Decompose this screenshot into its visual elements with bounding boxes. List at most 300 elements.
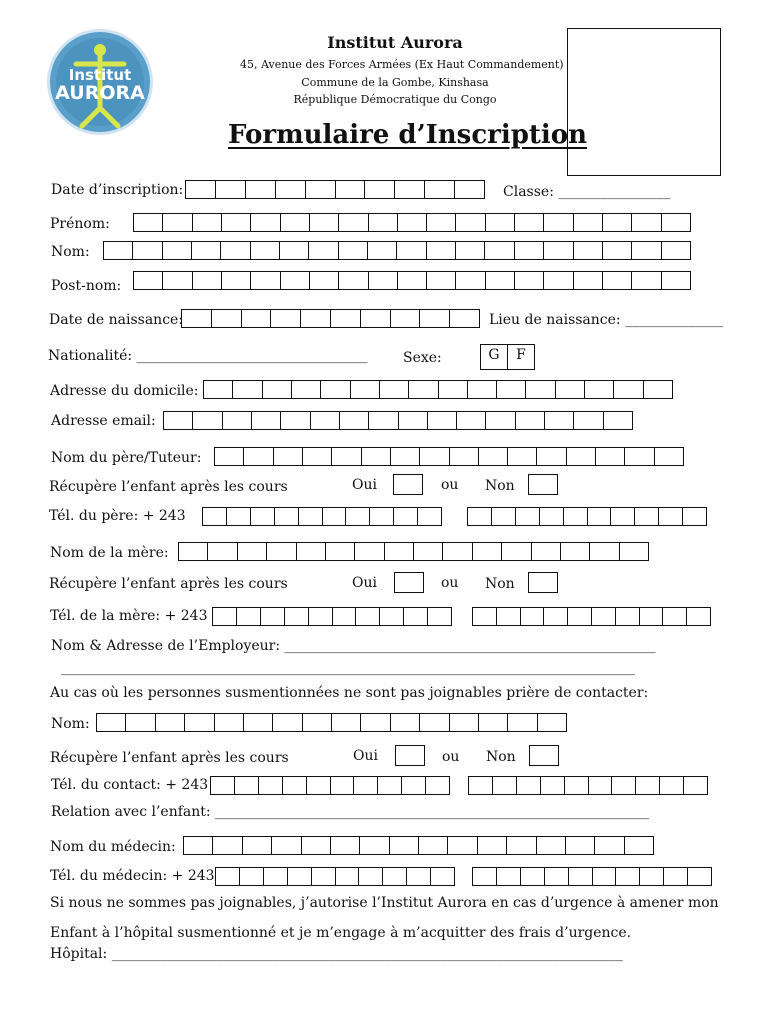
char-box[interactable] [603, 214, 632, 231]
char-box[interactable] [333, 608, 357, 625]
char-box[interactable] [323, 508, 347, 525]
char-box[interactable] [398, 272, 427, 289]
char-box[interactable] [620, 543, 648, 560]
char-box[interactable] [564, 508, 588, 525]
char-box[interactable] [544, 214, 573, 231]
char-box[interactable] [399, 412, 428, 429]
char-box[interactable] [616, 608, 640, 625]
char-box[interactable] [156, 714, 185, 731]
char-box[interactable] [574, 242, 603, 259]
nom-medecin-field[interactable] [183, 836, 654, 855]
char-box[interactable] [427, 214, 456, 231]
char-box[interactable] [391, 310, 421, 327]
char-box[interactable] [378, 777, 402, 794]
char-box[interactable] [545, 412, 574, 429]
sexe-option-f[interactable]: F [516, 347, 526, 363]
recupere-pere-non-checkbox[interactable] [528, 474, 558, 495]
nom-contact-field[interactable] [96, 713, 567, 732]
char-box[interactable] [297, 543, 326, 560]
char-box[interactable] [565, 777, 589, 794]
char-box[interactable] [479, 448, 508, 465]
char-box[interactable] [603, 272, 632, 289]
char-box[interactable] [418, 508, 441, 525]
char-box[interactable] [339, 242, 368, 259]
char-box[interactable] [310, 214, 339, 231]
char-box[interactable] [589, 777, 613, 794]
char-box[interactable] [616, 868, 640, 885]
char-box[interactable] [104, 242, 133, 259]
char-box[interactable] [299, 508, 323, 525]
char-box[interactable] [251, 242, 280, 259]
char-box[interactable] [380, 381, 409, 398]
char-box[interactable] [281, 412, 310, 429]
char-box[interactable] [360, 837, 389, 854]
char-box[interactable] [251, 214, 280, 231]
char-box[interactable] [292, 381, 321, 398]
char-box[interactable] [310, 272, 339, 289]
char-box[interactable] [561, 543, 590, 560]
char-box[interactable] [614, 381, 643, 398]
char-box[interactable] [439, 381, 468, 398]
char-box[interactable] [544, 242, 573, 259]
char-box[interactable] [515, 214, 544, 231]
char-box[interactable] [588, 508, 612, 525]
char-box[interactable] [312, 868, 336, 885]
classe-field[interactable]: Classe: ________________ [503, 184, 671, 200]
char-box[interactable] [508, 714, 537, 731]
char-box[interactable] [603, 242, 632, 259]
date-inscription-field[interactable] [185, 180, 485, 199]
char-box[interactable] [227, 508, 251, 525]
char-box[interactable] [332, 714, 361, 731]
char-box[interactable] [538, 714, 566, 731]
char-box[interactable] [659, 508, 683, 525]
char-box[interactable] [213, 837, 242, 854]
char-box[interactable] [361, 310, 391, 327]
char-box[interactable] [274, 448, 303, 465]
char-box[interactable] [331, 310, 361, 327]
sexe-selector[interactable] [480, 344, 535, 370]
char-box[interactable] [688, 868, 711, 885]
char-box[interactable] [307, 777, 331, 794]
char-box[interactable] [273, 714, 302, 731]
char-box[interactable] [193, 214, 222, 231]
char-box[interactable] [306, 181, 336, 198]
char-box[interactable] [486, 214, 515, 231]
char-box[interactable] [612, 777, 636, 794]
char-box[interactable] [585, 381, 614, 398]
char-box[interactable] [391, 448, 420, 465]
char-box[interactable] [355, 543, 384, 560]
char-box[interactable] [684, 777, 707, 794]
char-box[interactable] [404, 608, 428, 625]
char-box[interactable] [184, 837, 213, 854]
char-box[interactable] [515, 242, 544, 259]
char-box[interactable] [246, 181, 276, 198]
char-box[interactable] [271, 310, 301, 327]
char-box[interactable] [222, 272, 251, 289]
char-box[interactable] [281, 214, 310, 231]
char-box[interactable] [369, 412, 398, 429]
char-box[interactable] [532, 543, 561, 560]
char-box[interactable] [369, 214, 398, 231]
char-box[interactable] [663, 608, 687, 625]
char-box[interactable] [556, 381, 585, 398]
char-box[interactable] [251, 272, 280, 289]
char-box[interactable] [456, 214, 485, 231]
char-box[interactable] [339, 272, 368, 289]
char-box[interactable] [326, 543, 355, 560]
tel-medecin-field-1[interactable] [215, 867, 455, 886]
char-box[interactable] [574, 214, 603, 231]
date-naissance-field[interactable] [181, 309, 480, 328]
char-box[interactable] [288, 868, 312, 885]
char-box[interactable] [507, 837, 536, 854]
char-box[interactable] [569, 868, 593, 885]
char-box[interactable] [625, 837, 653, 854]
char-box[interactable] [216, 181, 246, 198]
char-box[interactable] [235, 777, 259, 794]
char-box[interactable] [203, 508, 227, 525]
char-box[interactable] [223, 412, 252, 429]
char-box[interactable] [276, 181, 306, 198]
char-box[interactable] [261, 608, 285, 625]
char-box[interactable] [383, 868, 407, 885]
char-box[interactable] [252, 412, 281, 429]
char-box[interactable] [497, 868, 521, 885]
char-box[interactable] [238, 543, 267, 560]
sexe-option-g[interactable]: G [481, 345, 508, 369]
char-box[interactable] [240, 868, 264, 885]
char-box[interactable] [331, 777, 355, 794]
char-box[interactable] [409, 381, 438, 398]
char-box[interactable] [302, 837, 331, 854]
char-box[interactable] [182, 310, 212, 327]
nationalite-field[interactable]: Nationalité: _________________________________ [48, 348, 368, 364]
char-box[interactable] [163, 242, 192, 259]
char-box[interactable] [537, 837, 566, 854]
char-box[interactable] [351, 381, 380, 398]
address-line-3: République Démocratique du Congo [293, 93, 497, 106]
nom-pere-field[interactable] [214, 447, 684, 466]
tel-mere-field-2[interactable] [472, 607, 711, 626]
char-box[interactable] [526, 381, 555, 398]
char-box[interactable] [431, 868, 454, 885]
char-box[interactable] [339, 214, 368, 231]
char-box[interactable] [359, 868, 383, 885]
char-box[interactable] [185, 714, 214, 731]
char-box[interactable] [545, 868, 569, 885]
char-box[interactable] [662, 272, 690, 289]
char-box[interactable] [632, 272, 661, 289]
char-box[interactable] [361, 714, 390, 731]
char-box[interactable] [632, 214, 661, 231]
char-box[interactable] [515, 272, 544, 289]
char-box[interactable] [662, 214, 690, 231]
char-box[interactable] [497, 381, 526, 398]
char-box[interactable] [309, 242, 338, 259]
char-box[interactable] [537, 448, 566, 465]
char-box[interactable] [259, 777, 283, 794]
employeur-field-continued[interactable]: __________________________________________________________________________________ [61, 660, 635, 676]
char-box[interactable] [473, 543, 502, 560]
char-box[interactable] [163, 272, 192, 289]
char-box[interactable] [426, 777, 449, 794]
char-box[interactable] [303, 448, 332, 465]
hopital-field[interactable]: Hôpital: _________________________________________________________________________ [50, 946, 623, 962]
char-box[interactable] [365, 181, 395, 198]
char-box[interactable] [397, 242, 426, 259]
char-box[interactable] [179, 543, 208, 560]
char-box[interactable] [354, 777, 378, 794]
contact-urgence-instruction: Au cas où les personnes susmentionnées ne sont pas joignables prière de contacter: [50, 685, 649, 701]
tel-contact-field-1[interactable] [210, 776, 450, 795]
char-box[interactable] [186, 181, 216, 198]
char-box[interactable] [485, 242, 514, 259]
char-box[interactable] [164, 412, 193, 429]
char-box[interactable] [283, 777, 307, 794]
char-box[interactable] [233, 381, 262, 398]
char-box[interactable] [370, 508, 394, 525]
char-box[interactable] [655, 448, 683, 465]
recupere-mere-non-checkbox[interactable] [528, 572, 558, 593]
char-box[interactable] [244, 714, 273, 731]
char-box[interactable] [263, 381, 292, 398]
char-box[interactable] [521, 608, 545, 625]
char-box[interactable] [450, 310, 479, 327]
char-box[interactable] [473, 868, 497, 885]
char-box[interactable] [455, 181, 484, 198]
char-box[interactable] [486, 412, 515, 429]
char-box[interactable] [242, 310, 272, 327]
char-box[interactable] [493, 777, 517, 794]
char-box[interactable] [568, 608, 592, 625]
char-box[interactable] [243, 837, 272, 854]
char-box[interactable] [275, 508, 299, 525]
char-box[interactable] [216, 868, 240, 885]
char-box[interactable] [457, 412, 486, 429]
recupere-pere-oui-checkbox[interactable] [393, 474, 423, 495]
non-label-1: Non [485, 478, 515, 494]
char-box[interactable] [540, 508, 564, 525]
oui-label-3: Oui [353, 748, 378, 764]
char-box[interactable] [469, 777, 493, 794]
char-box[interactable] [398, 214, 427, 231]
char-box[interactable] [133, 242, 162, 259]
ou-label-3: ou [442, 749, 460, 765]
char-box[interactable] [390, 837, 419, 854]
char-box[interactable] [625, 448, 654, 465]
char-box[interactable] [222, 214, 251, 231]
char-box[interactable] [492, 508, 516, 525]
char-box[interactable] [595, 837, 624, 854]
char-box[interactable] [596, 448, 625, 465]
char-box[interactable] [611, 508, 635, 525]
char-box[interactable] [636, 777, 660, 794]
char-box[interactable] [301, 310, 331, 327]
char-box[interactable] [473, 608, 497, 625]
char-box[interactable] [468, 381, 497, 398]
char-box[interactable] [567, 448, 596, 465]
char-box[interactable] [368, 242, 397, 259]
char-box[interactable] [394, 508, 418, 525]
char-box[interactable] [544, 272, 573, 289]
char-box[interactable] [420, 448, 449, 465]
tel-contact-field-2[interactable] [468, 776, 708, 795]
char-box[interactable] [391, 714, 420, 731]
char-box[interactable] [303, 714, 332, 731]
char-box[interactable] [687, 608, 710, 625]
char-box[interactable] [321, 381, 350, 398]
char-box[interactable] [213, 608, 237, 625]
institute-logo [46, 28, 154, 136]
employeur-field[interactable]: Nom & Adresse de l’Employeur: _____________________________________________________ [51, 638, 656, 654]
char-box[interactable] [362, 448, 391, 465]
char-box[interactable] [544, 608, 568, 625]
char-box[interactable] [450, 448, 479, 465]
nom-mere-field[interactable] [178, 542, 649, 561]
char-box[interactable] [427, 272, 456, 289]
char-box[interactable] [380, 608, 404, 625]
tel-mere-label: Tél. de la mère: + 243 [50, 608, 208, 624]
tel-mere-field-1[interactable] [212, 607, 452, 626]
char-box[interactable] [134, 272, 163, 289]
relation-field[interactable]: Relation avec l’enfant: ______________________________________________________________ [51, 804, 650, 820]
address-line-2: Commune de la Gombe, Kinshasa [301, 76, 489, 89]
char-box[interactable] [204, 381, 233, 398]
date-naissance-label: Date de naissance: [49, 312, 184, 328]
char-box[interactable] [244, 448, 273, 465]
char-box[interactable] [683, 508, 706, 525]
tel-pere-field-1[interactable] [202, 507, 442, 526]
char-box[interactable] [664, 868, 688, 885]
char-box[interactable] [215, 714, 244, 731]
char-box[interactable] [420, 310, 450, 327]
char-box[interactable] [163, 214, 192, 231]
char-box[interactable] [640, 868, 664, 885]
adresse-domicile-field[interactable] [203, 380, 673, 399]
char-box[interactable] [516, 508, 540, 525]
char-box[interactable] [662, 242, 690, 259]
char-box[interactable] [385, 543, 414, 560]
char-box[interactable] [251, 508, 275, 525]
char-box[interactable] [479, 714, 508, 731]
char-box[interactable] [309, 608, 333, 625]
char-box[interactable] [221, 242, 250, 259]
char-box[interactable] [281, 272, 310, 289]
char-box[interactable] [428, 412, 457, 429]
post-nom-field[interactable] [133, 271, 691, 290]
char-box[interactable] [414, 543, 443, 560]
nom-field[interactable] [103, 241, 691, 260]
recupere-contact-oui-checkbox[interactable] [395, 745, 425, 766]
char-box[interactable] [192, 242, 221, 259]
char-box[interactable] [126, 714, 155, 731]
char-box[interactable] [566, 837, 595, 854]
char-box[interactable] [644, 381, 672, 398]
char-box[interactable] [237, 608, 261, 625]
char-box[interactable] [402, 777, 426, 794]
char-box[interactable] [478, 837, 507, 854]
char-box[interactable] [456, 272, 485, 289]
char-box[interactable] [407, 868, 431, 885]
char-box[interactable] [593, 868, 617, 885]
char-box[interactable] [215, 448, 244, 465]
char-box[interactable] [592, 608, 616, 625]
char-box[interactable] [427, 242, 456, 259]
lieu-naissance-field[interactable]: Lieu de naissance: ______________ [489, 312, 724, 328]
char-box[interactable] [369, 272, 398, 289]
char-box[interactable] [356, 608, 380, 625]
char-box[interactable] [193, 412, 222, 429]
char-box[interactable] [456, 242, 485, 259]
char-box[interactable] [212, 310, 242, 327]
char-box[interactable] [640, 608, 664, 625]
char-box[interactable] [264, 868, 288, 885]
adresse-email-field[interactable] [163, 411, 633, 430]
char-box[interactable] [419, 837, 448, 854]
char-box[interactable] [502, 543, 531, 560]
char-box[interactable] [574, 272, 603, 289]
char-box[interactable] [660, 777, 684, 794]
char-box[interactable] [448, 837, 477, 854]
char-box[interactable] [420, 714, 449, 731]
char-box[interactable] [521, 868, 545, 885]
recupere-mere-oui-checkbox[interactable] [394, 572, 424, 593]
char-box[interactable] [340, 412, 369, 429]
char-box[interactable] [272, 837, 301, 854]
char-box[interactable] [193, 272, 222, 289]
char-box[interactable] [336, 868, 360, 885]
char-box[interactable] [267, 543, 296, 560]
tel-pere-field-2[interactable] [467, 507, 707, 526]
char-box[interactable] [332, 448, 361, 465]
char-box[interactable] [134, 214, 163, 231]
char-box[interactable] [443, 543, 472, 560]
char-box[interactable] [517, 777, 541, 794]
char-box[interactable] [541, 777, 565, 794]
char-box[interactable] [425, 181, 455, 198]
char-box[interactable] [590, 543, 619, 560]
char-box[interactable] [311, 412, 340, 429]
char-box[interactable] [208, 543, 237, 560]
char-box[interactable] [331, 837, 360, 854]
char-box[interactable] [450, 714, 479, 731]
char-box[interactable] [604, 412, 632, 429]
char-box[interactable] [97, 714, 126, 731]
char-box[interactable] [395, 181, 425, 198]
recupere-contact-non-checkbox[interactable] [529, 745, 559, 766]
tel-medecin-field-2[interactable] [472, 867, 712, 886]
char-box[interactable] [468, 508, 492, 525]
char-box[interactable] [486, 272, 515, 289]
char-box[interactable] [285, 608, 309, 625]
char-box[interactable] [346, 508, 370, 525]
char-box[interactable] [211, 777, 235, 794]
tel-medecin-label: Tél. du médecin: + 243 [50, 868, 215, 884]
char-box[interactable] [428, 608, 451, 625]
char-box[interactable] [508, 448, 537, 465]
char-box[interactable] [280, 242, 309, 259]
char-box[interactable] [497, 608, 521, 625]
char-box[interactable] [336, 181, 366, 198]
char-box[interactable] [574, 412, 603, 429]
prenom-field[interactable] [133, 213, 691, 232]
photo-box[interactable] [567, 28, 721, 176]
char-box[interactable] [635, 508, 659, 525]
char-box[interactable] [632, 242, 661, 259]
char-box[interactable] [516, 412, 545, 429]
